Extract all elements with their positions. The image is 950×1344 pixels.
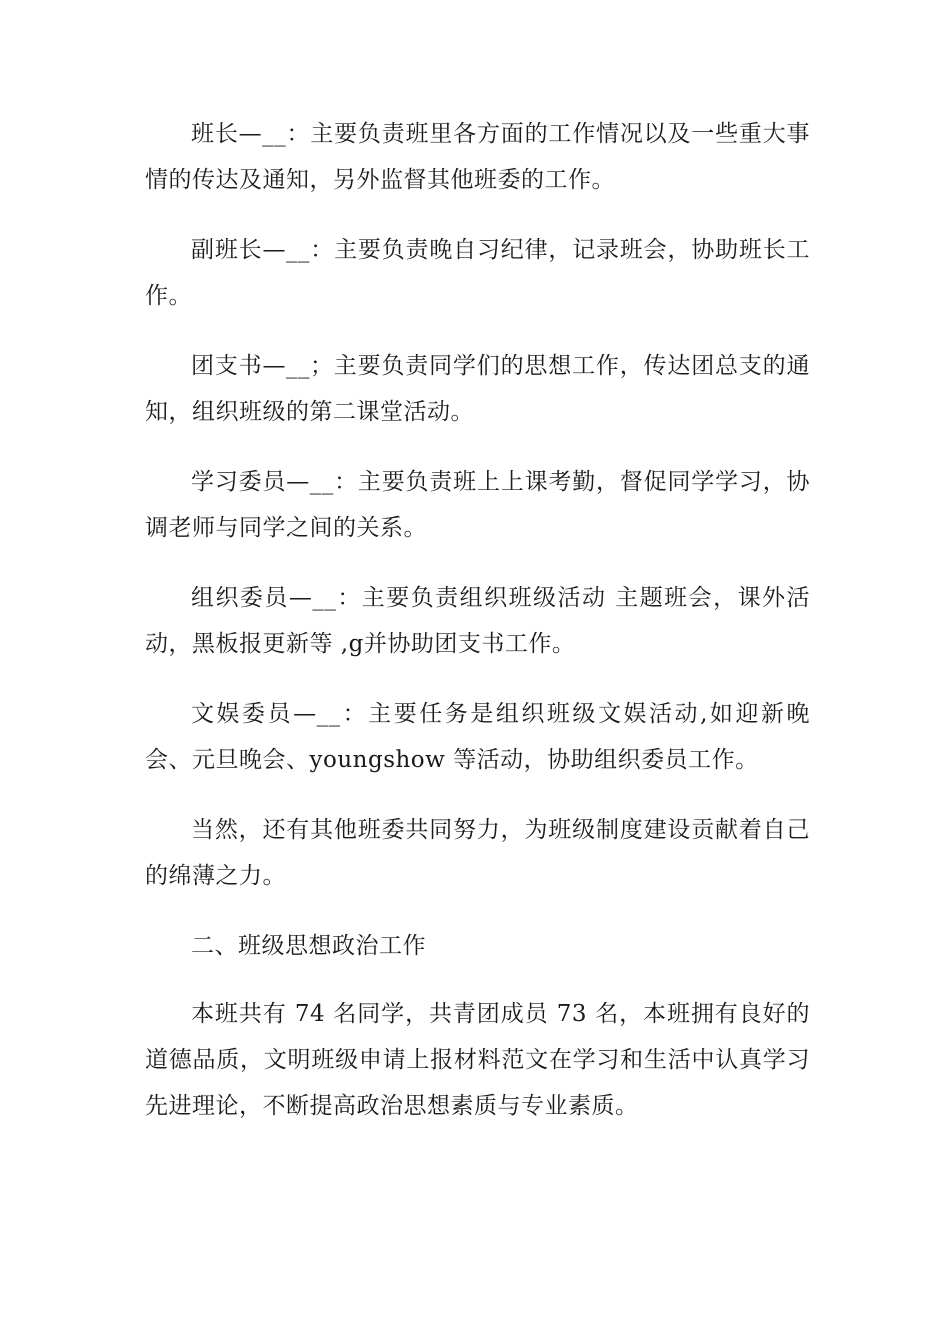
paragraph-class-overview: 本班共有 74 名同学，共青团成员 73 名，本班拥有良好的道德品质，文明班级申请上报材料范文在学习和生活中认真学习先进理论，不断提高政治思想素质与专业素质。 (145, 1001, 810, 1119)
paragraph-study-committee: 学习委员—__：主要负责班上上课考勤，督促同学学习，协调老师与同学之间的关系。 (145, 469, 810, 541)
paragraph-league-secretary: 团支书—__；主要负责同学们的思想工作，传达团总支的通知，组织班级的第二课堂活动。 (145, 353, 810, 425)
section-heading-political-work: 二、班级思想政治工作 (191, 933, 426, 959)
paragraph-monitor: 班长—__：主要负责班里各方面的工作情况以及一些重大事情的传达及通知，另外监督其他班委的工作。 (145, 121, 810, 193)
paragraph-organization-committee: 组织委员—__：主要负责组织班级活动 主题班会，课外活动，黑板报更新等 ,g并协助团支书工作。 (145, 585, 810, 657)
paragraph-entertainment-committee: 文娱委员—__：主要任务是组织班级文娱活动,如迎新晚会、元旦晚会、youngshow 等活动，协助组织委员工作。 (145, 701, 810, 773)
document-body (145, 111, 810, 1153)
paragraph-other-committees: 当然，还有其他班委共同努力，为班级制度建设贡献着自己的绵薄之力。 (145, 817, 810, 889)
paragraph-vice-monitor: 副班长—__：主要负责晚自习纪律，记录班会，协助班长工作。 (145, 237, 810, 309)
